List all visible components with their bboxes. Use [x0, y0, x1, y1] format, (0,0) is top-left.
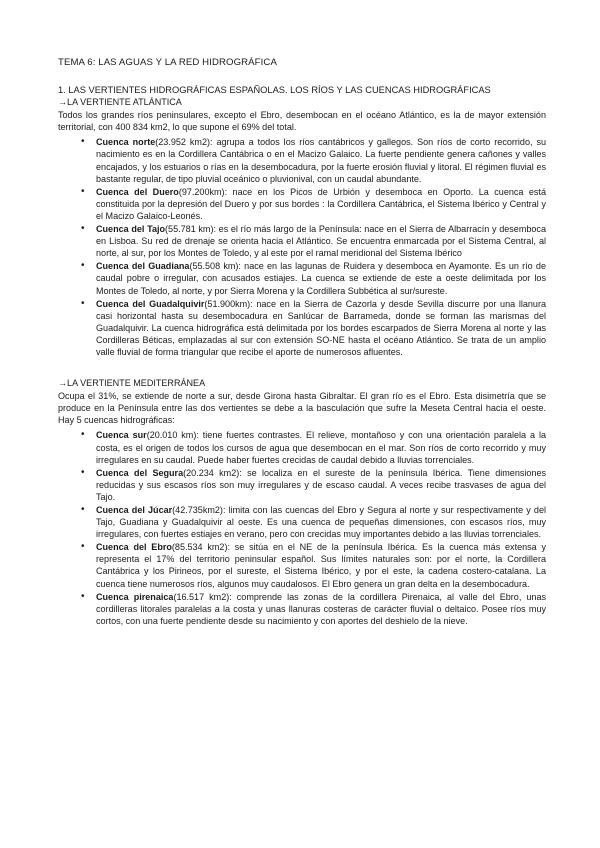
basin-item-tajo [96, 223, 546, 259]
basin-item-norte [96, 136, 546, 184]
atlantic-basin-list [58, 136, 546, 358]
basin-name: Cuenca norte [96, 137, 156, 148]
basin-description: (42.735km2): limita con las cuencas del Ebro y Segura al norte y sur respectivamente y del Tajo, Guadiana y Guadalquivir al oeste. Es una cuenca de pequeñas dimensiones, con escasos ríos, muy irregulares, con fuertes estiajes en verano, pero con crecidas muy importantes debido a las lluvias torrenciales. [96, 505, 546, 540]
basin-description: (51.900km): nace en la Sierra de Cazorla y desde Sevilla discurre por una llanura casi horizontal hasta su desembocadura en Sanlúcar de Barrameda, donde se forman las marismas del Guadalquivir. La cuenca hidrográfica está delimitada por los bordes escarpados de Sierra Morena al norte y las Cordilleras Béticas, emplazadas al sur con extensión SO-NE hasta el océano Atlántico. Se trata de un amplio valle fluvial de forma triangular que recibe el aporte de numerosos afluentes. [96, 298, 546, 357]
basin-name: Cuenca del Ebro [96, 542, 172, 553]
basin-name: Cuenca del Tajo [96, 224, 166, 235]
basin-description: (97.200km): nace en los Picos de Urbión y desemboca en Oporto. La cuenca está constituida por la depresión del Duero y por sus bordes : la Cordillera Cantábrica, el Sistema Ibérico y Central y el Macizo Galaico-Leonés. [96, 186, 546, 221]
basin-item-pirenaica [96, 591, 546, 627]
atlantic-intro: Todos los grandes ríos peninsulares, excepto el Ebro, desembocan en el océano Atlántico, es la de mayor extensión territorial, con 400 834 km2, lo que supone el 69% del total. [58, 110, 546, 133]
basin-item-ebro [96, 541, 546, 589]
basin-description: (16.517 km2): comprende las zonas de la cordillera Pirenaica, al valle del Ebro, unas cordilleras litorales paralelas a la costa y unas llanuras costeras de carácter fluvial o deltaico. Posee ríos muy cortos, con una fuerte pendiente desde su nacimiento y con aportes del deshielo de la nieve. [96, 591, 546, 626]
basin-description: (55.508 km): nace en las lagunas de Ruidera y desemboca en Ayamonte. Es un río de caudal pobre o irregular, con acusados estiajes. La cuenca se extiende de este a oeste delimitada por los Montes de Toledo, al norte, y por Sierra Morena y la Cordillera Subbética al sur/sureste. [96, 261, 546, 296]
basin-description: (85.534 km2): se sitúa en el NE de la península Ibérica. Es la cuenca más extensa y representa el 17% del territorio peninsular español. Sus límites naturales son: por el norte, la Cordillera Cantábrica y los Pirineos, por el sureste, el Sistema Ibérico, y por el este, la cadena costero-catalana. La cuenca tiene numerosos ríos, algunos muy caudalosos. El Ebro genera un gran delta en la desembocadura. [96, 542, 546, 589]
mediterranean-heading: →LA VERTIENTE MEDITERRÁNEA [58, 378, 206, 389]
atlantic-heading: →LA VERTIENTE ATLÁNTICA [58, 97, 182, 108]
mediterranean-basin-list [58, 429, 546, 627]
section-spacer [58, 359, 546, 377]
section-heading: 1. LAS VERTIENTES HIDROGRÁFICAS ESPAÑOLAS. LOS RÍOS Y LAS CUENCAS HIDROGRÁFICAS [58, 85, 491, 95]
basin-description: (55.781 km): es el río más largo de la Península: nace en el Sierra de Albarracín y desemboca en Lisboa. Su red de drenaje se orienta hacia el Atlántico. Se encuentra enmarcada por el Sistema Central, al norte, al sur, por los Montes de Toledo, y al este por el ramal meridional del Sistema Ibérico [96, 224, 546, 259]
document-title: TEMA 6: LAS AGUAS Y LA RED HIDROGRÁFICA [58, 57, 277, 68]
basin-name: Cuenca del Guadiana [96, 261, 190, 272]
basin-name: Cuenca del Júcar [96, 505, 173, 515]
basin-name: Cuenca del Segura [96, 467, 184, 478]
basin-item-jucar [96, 504, 546, 540]
basin-name: Cuenca pirenaica [96, 591, 174, 602]
basin-item-segura [96, 467, 546, 503]
basin-item-guadiana [96, 260, 546, 296]
basin-description: (20.234 km2): se localiza en el sureste de la península Ibérica. Tiene dimensiones reducidas y sus escasos ríos son muy irregulares y de escaso caudal. A veces recibe trasvases de agua del Tajo. [96, 467, 547, 502]
basin-description: (20.010 km): tiene fuertes contrastes. El relieve, montañoso y con una orientación paralela a la costa, es el origen de todos los cursos de agua que desembocan en el mar. Son ríos de corto recorrido y muy irregulares en su caudal. Puede haber fuertes crecidas de caudal debido a lluvias torrenciales. [96, 430, 546, 465]
basin-item-duero [96, 186, 546, 222]
document-body [58, 84, 546, 628]
basin-name: Cuenca del Guadalquivir [96, 298, 205, 309]
basin-name: Cuenca sur [96, 430, 147, 441]
basin-name: Cuenca del Duero [96, 186, 179, 197]
basin-item-guadalquivir [96, 298, 546, 358]
basin-description: (23.952 km2): agrupa a todos los ríos cantábricos y gallegos. Son ríos de corto recorrido, su nacimiento es en la Cordillera Cantábrica o en el Macizo Galaico. La fuerte pendiente genera cañones y valles encajados, y los estuarios o rías en la desembocadura, por la fuerte erosión fluvial y litoral. El régimen fluvial es bastante regular, de tipo pluvial oceánico o pluvionival, con un caudal abundante. [96, 137, 547, 184]
basin-item-sur [96, 429, 546, 465]
mediterranean-intro: Ocupa el 31%, se extiende de norte a sur, desde Girona hasta Gibraltar. El gran río es el Ebro. Esta disimetría que se produce en la Península entre las dos vertientes se debe a la basculación que sufre la Meseta Central hacia el oeste. Hay 5 cuencas hidrográficas: [58, 391, 546, 426]
